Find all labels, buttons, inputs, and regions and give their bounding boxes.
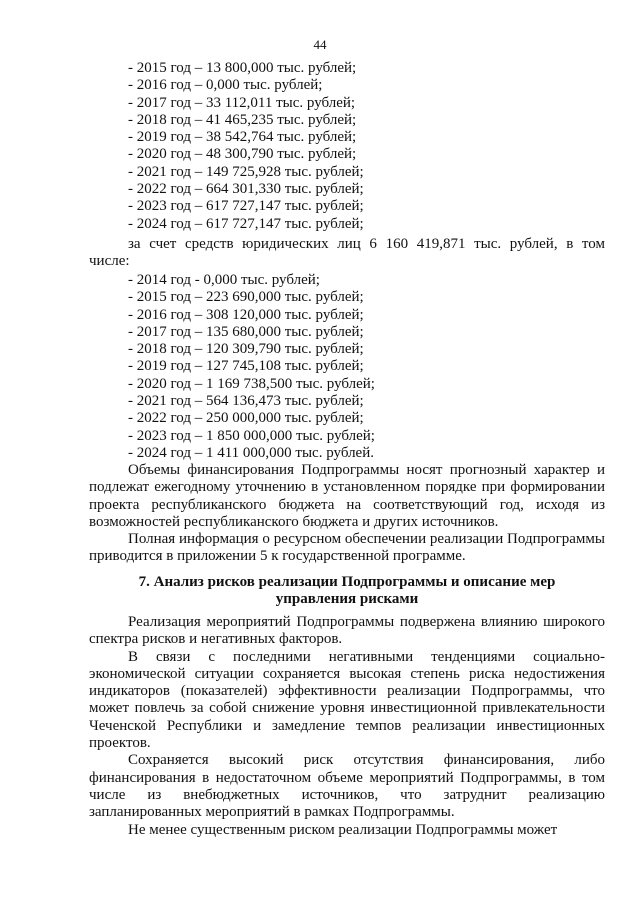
- list-item: - 2015 год – 13 800,000 тыс. рублей;: [128, 60, 357, 76]
- list-item: - 2018 год – 120 309,790 тыс. рублей;: [128, 341, 364, 358]
- list-item: - 2019 год – 127 745,108 тыс. рублей;: [128, 358, 364, 375]
- section-heading: [89, 574, 605, 608]
- paragraph-financing: Объемы финансирования Подпрограммы носят прогнозный характер и подлежат ежегодному уточнению в установленном порядке при формировании проекта республиканского бюджета на соответствующий год, исходя из возможностей республиканского бюджета и других источников.: [89, 462, 605, 530]
- paragraph-risks-2: В связи с последними негативными тенденциями социально-экономической ситуации сохраняется высокая степень риска недостижения индикаторов (показателей) эффективности реализации Подпрограммы, что может повлечь за собой снижение уровня инвестиционной привлекательности Чеченской Республики и замедление темпов реализации инвестиционных проектов.: [89, 648, 605, 752]
- legal-entities-paragraph: [89, 236, 605, 271]
- legal-line-2: числе:: [89, 253, 130, 270]
- list-item: - 2022 год – 664 301,330 тыс. рублей;: [128, 181, 364, 198]
- list-item: - 2019 год – 38 542,764 тыс. рублей;: [128, 129, 357, 146]
- funding-list-budget: [89, 60, 605, 233]
- list-item: - 2024 год – 1 411 000,000 тыс. рублей.: [128, 444, 374, 461]
- paragraph-risks-3: Сохраняется высокий риск отсутствия финансирования, либо финансирования в недостаточном объеме мероприятий Подпрограммы, в том числе из внебюджетных источников, что затруднит реализацию запланированных мероприятий в рамках Подпрограммы.: [89, 752, 605, 821]
- financing-section: [89, 462, 605, 566]
- heading-line-2: управления рисками: [275, 591, 419, 607]
- heading-line-1: 7. Анализ рисков реализации Подпрограммы и описание мер: [138, 574, 556, 590]
- list-item: - 2022 год – 250 000,000 тыс. рублей;: [128, 410, 364, 427]
- list-item: - 2016 год – 308 120,000 тыс. рублей;: [128, 306, 364, 323]
- paragraph-risks-4: Не менее существенным риском реализации Подпрограммы может: [128, 821, 558, 838]
- risks-section: [89, 614, 605, 839]
- list-item: - 2020 год – 48 300,790 тыс. рублей;: [128, 146, 357, 163]
- paragraph-info: Полная информация о ресурсном обеспечении реализации Подпрограммы приводится в приложении 5 к государственной программе.: [89, 531, 605, 565]
- list-item: - 2014 год - 0,000 тыс. рублей;: [128, 272, 320, 288]
- list-item: - 2021 год – 149 725,928 тыс. рублей;: [128, 163, 364, 180]
- legal-line-1: за счет средств юридических лиц 6 160 419,871 тыс. рублей, в том: [128, 236, 605, 252]
- list-item: - 2024 год – 617 727,147 тыс. рублей;: [128, 215, 364, 232]
- list-item: - 2016 год – 0,000 тыс. рублей;: [128, 77, 323, 94]
- list-item: - 2021 год – 564 136,473 тыс. рублей;: [128, 393, 364, 410]
- page-number: 44: [313, 37, 327, 52]
- list-item: - 2023 год – 1 850 000,000 тыс. рублей;: [128, 427, 375, 444]
- list-item: - 2017 год – 33 112,011 тыс. рублей;: [128, 94, 356, 111]
- list-item: - 2020 год – 1 169 738,500 тыс. рублей;: [128, 375, 375, 392]
- list-item: - 2023 год – 617 727,147 тыс. рублей;: [128, 198, 364, 215]
- list-item: - 2015 год – 223 690,000 тыс. рублей;: [128, 289, 364, 306]
- funding-list-legal-entities: [89, 272, 605, 462]
- list-item: - 2018 год – 41 465,235 тыс. рублей;: [128, 111, 357, 128]
- list-item: - 2017 год – 135 680,000 тыс. рублей;: [128, 323, 364, 340]
- paragraph-risks-1: Реализация мероприятий Подпрограммы подвержена влиянию широкого спектра рисков и негативных факторов.: [89, 614, 605, 648]
